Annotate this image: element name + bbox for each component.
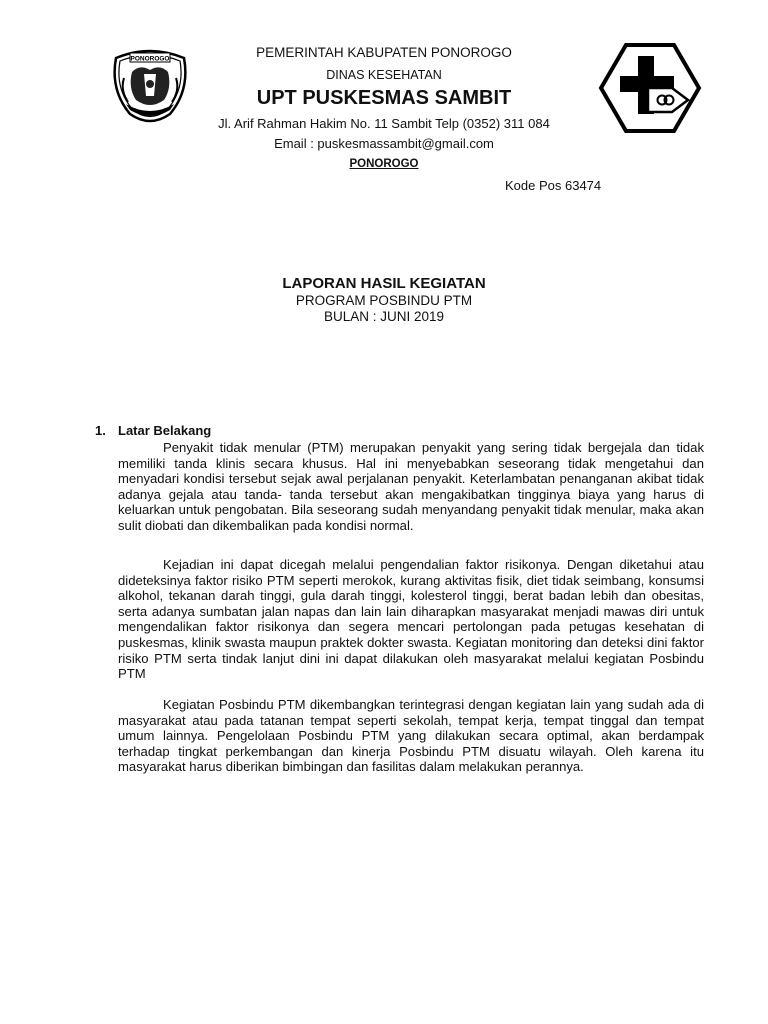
address-line: Jl. Arif Rahman Hakim No. 11 Sambit Telp (0352) 311 084 (218, 116, 550, 131)
paragraph: Penyakit tidak menular (PTM) merupakan penyakit yang sering tidak bergejala dan tidak memiliki tanda klinis secara khusus. Hal ini menyebabkan seseorang tidak mengetahui dan menyadari kondisi tersebut sejak awal perjalanan penyakit. Keterlambatan penanganan akibat tidak adanya gejala atau tanda- tanda tersebut akan mengakibatkan tingginya biaya yang harus di keluarkan untuk pengobatan. Bila seseorang sudah menyandang penyakit tidak menular, maka akan sulit diobati dan dikembalikan pada kondisi normal. (118, 440, 704, 533)
paragraph: Kegiatan Posbindu PTM dikembangkan terintegrasi dengan kegiatan lain yang sudah ada di masyarakat atau pada tatanan tempat seperti sekolah, tempat kerja, tempat tinggal dan tempat umum lainnya. Pengelolaan Posbindu PTM yang dilakukan secara optimal, akan berdampak terhadap tingkat perkembangan dan kinerja Posbindu PTM disuatu wilayah. Oleh karena itu masyarakat harus diberikan bimbingan dan fasilitas dalam melakukan perannya. (118, 697, 704, 775)
postal-code: Kode Pos 63474 (505, 178, 602, 193)
institution-name: UPT PUSKESMAS SAMBIT (256, 87, 512, 109)
program-name: PROGRAM POSBINDU PTM (295, 293, 473, 308)
city-name: PONOROGO (349, 158, 419, 170)
section-heading: Latar Belakang (118, 423, 212, 438)
department-name: DINAS KESEHATAN (326, 68, 442, 82)
email-line: Email : puskesmassambit@gmail.com (274, 136, 494, 151)
paragraph: Kejadian ini dapat dicegah melalui pengendalian faktor risikonya. Dengan diketahui atau dideteksinya faktor risiko PTM seperti merokok, kurang aktivitas fisik, diet tidak seimbang, konsumsi alkohol, tekanan darah tinggi, gula darah tinggi, kolesterol tinggi, berat badan lebih dan obesitas, serta adanya sumbatan jalan napas dan lain lain diharapkan masyarakat menjadi mawas diri untuk mengendalikan faktor risikonya dan segera mencari pertolongan pada petugas kesehatan di puskesmas, klinik swasta maupun praktek dokter swasta. Kegiatan monitoring dan deteksi dini faktor risiko PTM serta tindak lanjut dini ini dapat dilakukan oleh masyarakat melalui kegiatan Posbindu PTM (118, 557, 704, 682)
report-period: BULAN : JUNI 2019 (323, 309, 445, 324)
report-title: LAPORAN HASIL KEGIATAN (282, 275, 486, 292)
section-number: 1. (95, 423, 106, 438)
svg-text:PONOROGO: PONOROGO (130, 55, 170, 63)
government-name: PEMERINTAH KABUPATEN PONOROGO (256, 45, 512, 60)
puskesmas-cross-logo-icon (598, 42, 702, 134)
